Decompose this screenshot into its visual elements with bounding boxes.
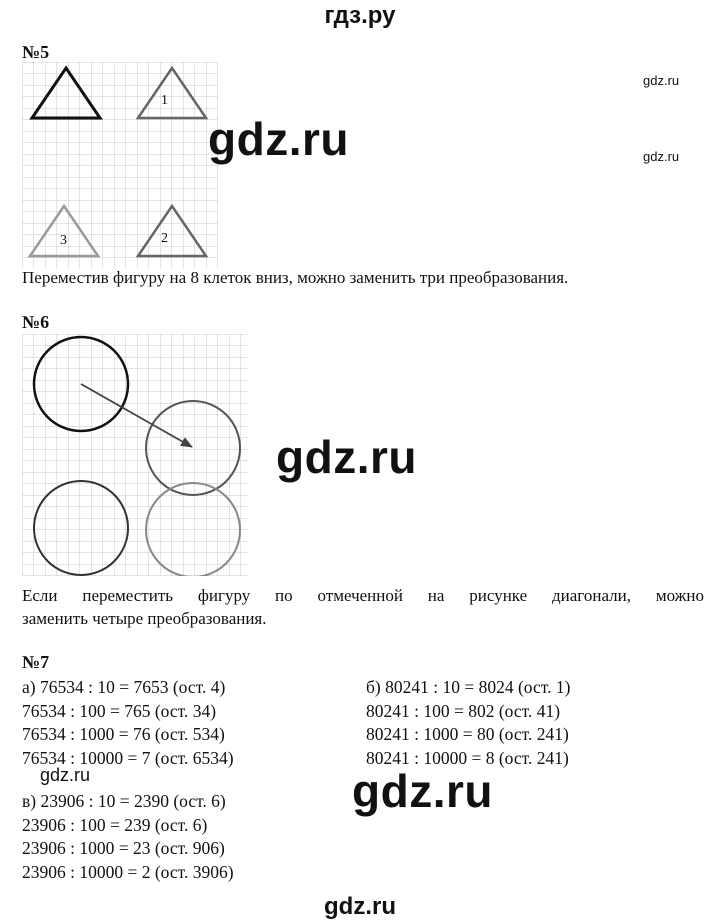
ex7-a-line-2: 76534 : 100 = 765 (ост. 34) [22, 700, 217, 721]
triangle-label-3: 3 [60, 233, 67, 248]
watermark-big-1: gdz.ru [208, 113, 349, 165]
ex5-grid-figure [22, 62, 218, 268]
watermark-big-2: gdz.ru [276, 431, 417, 483]
ex7-c-line-3: 23906 : 1000 = 23 (ост. 906) [22, 838, 225, 858]
ex7-c-line-4: 23906 : 10000 = 2 (ост. 3906) [22, 861, 234, 882]
ex7-b-line-3: 80241 : 1000 = 80 (ост. 241) [366, 724, 569, 744]
ex7-a-line-1: а) 76534 : 10 = 7653 (ост. 4) [22, 677, 226, 697]
ex6-grid [22, 334, 248, 576]
watermark-big-3: gdz.ru [352, 765, 493, 817]
ex7-c-line-1: в) 23906 : 10 = 2390 (ост. 6) [22, 791, 226, 811]
exercise-7-number: №7 [22, 652, 50, 672]
ex7-column-b [366, 676, 570, 770]
exercise-6-number: №6 [22, 312, 50, 332]
watermark-small-1: gdz.ru [643, 73, 680, 88]
ex7-b-line-2: 80241 : 100 = 802 (ост. 41) [366, 700, 561, 721]
watermark-bottom: gdz.ru [324, 893, 396, 920]
ex7-column-c [22, 790, 234, 884]
ex7-c-line-2: 23906 : 100 = 239 (ост. 6) [22, 814, 208, 835]
watermark-mid-1: gdz.ru [40, 765, 91, 785]
triangle-label-1: 1 [161, 93, 168, 108]
triangle-label-2: 2 [161, 231, 168, 246]
exercise-6-text-line-2: заменить четыре преобразования. [22, 609, 267, 628]
ex7-b-line-4: 80241 : 10000 = 8 (ост. 241) [366, 747, 569, 768]
ex7-a-line-3: 76534 : 1000 = 76 (ост. 534) [22, 724, 225, 744]
site-header[interactable]: гдз.ру [324, 2, 396, 29]
ex6-grid-figure [22, 334, 248, 576]
ex7-column-a [22, 676, 234, 770]
ex7-b-line-1: б) 80241 : 10 = 8024 (ост. 1) [366, 677, 571, 697]
watermark-small-2: gdz.ru [643, 149, 680, 164]
exercise-6-text-line-1: Если переместить фигуру по отмеченной на рисунке диагонали, можно [22, 586, 704, 605]
ex7-a-line-4: 76534 : 10000 = 7 (ост. 6534) [22, 747, 234, 768]
exercise-5-text: Переместив фигуру на 8 клеток вниз, можно заменить три преобразования. [22, 268, 569, 287]
exercise-5-number: №5 [22, 42, 50, 62]
